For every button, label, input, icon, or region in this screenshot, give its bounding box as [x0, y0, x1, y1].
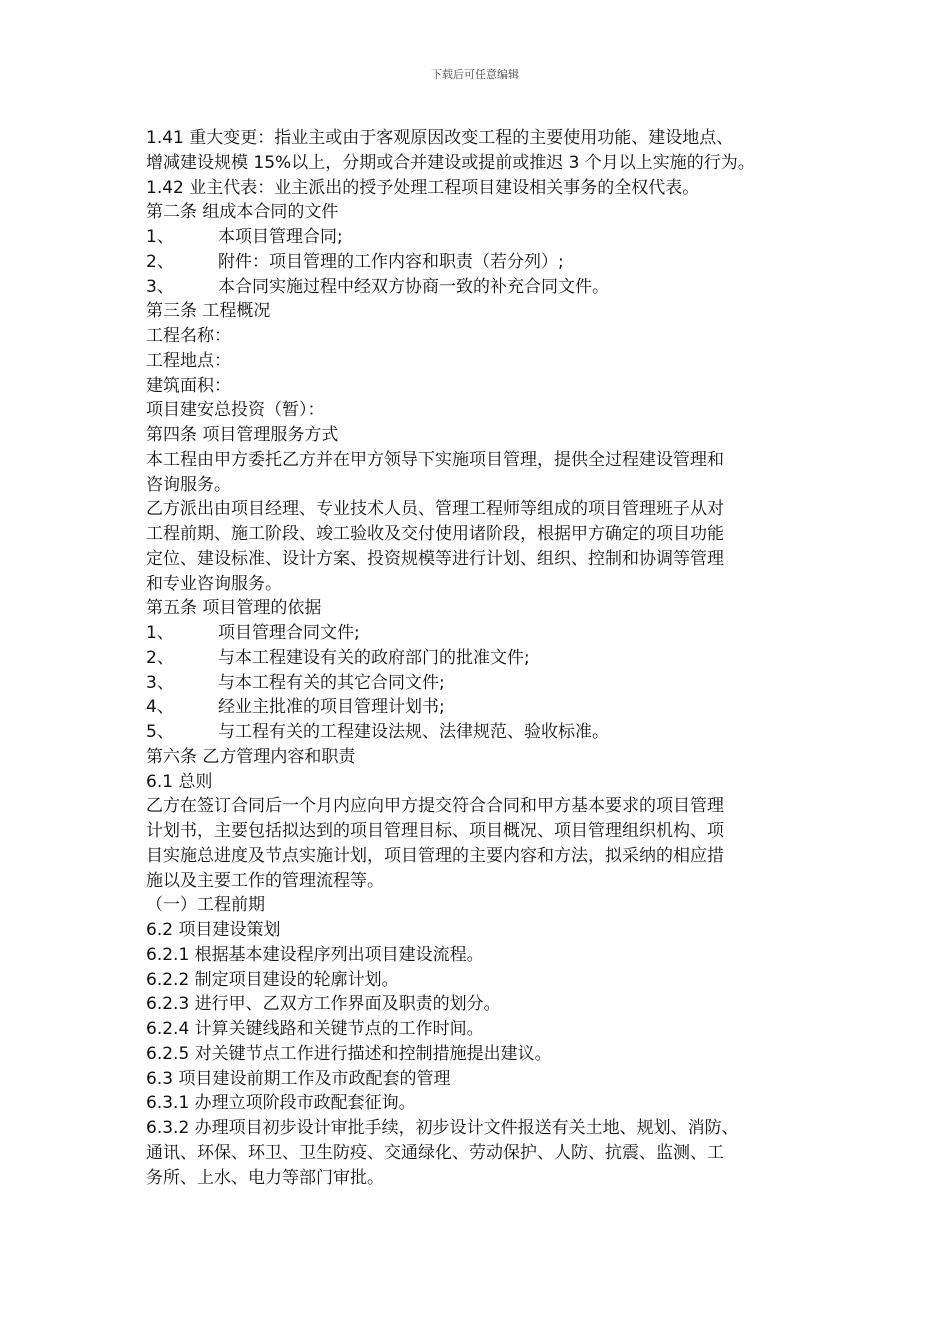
text-line: 务所、上水、电力等部门审批。 [146, 1167, 384, 1188]
text-line: 建筑面积： [146, 375, 231, 396]
text-line: 6.3.1 办理立项阶段市政配套征询。 [146, 1093, 416, 1114]
item-text: 本项目管理合同; [218, 227, 343, 247]
text-line: 本工程由甲方委托乙方并在甲方领导下实施项目管理，提供全过程建设管理和 [146, 449, 724, 470]
text-line: 6.2 项目建设策划 [146, 920, 281, 940]
text-line: 通讯、环保、环卫、卫生防疫、交通绿化、劳动保护、人防、抗震、监测、工 [146, 1142, 724, 1163]
text-line: 乙方派出由项目经理、专业技术人员、管理工程师等组成的项目管理班子从对 [146, 499, 724, 520]
text-line: 工程前期、施工阶段、竣工验收及交付使用诸阶段，根据甲方确定的项目功能 [146, 524, 724, 544]
text-line: 6.2.1 根据基本建设程序列出项目建设流程。 [146, 944, 484, 965]
text-line: 项目建安总投资（暂）： [146, 400, 325, 421]
text-line: 增减建设规模 15%以上，分期或合并建设或提前或推迟 3 个月以上实施的行为。 [146, 152, 755, 173]
text-line: 第二条 组成本合同的文件 [146, 202, 339, 223]
numbered-item [146, 621, 826, 646]
text-line: 6.2.2 制定项目建设的轮廓计划。 [146, 969, 399, 990]
text-line: 目实施总进度及节点实施计划，项目管理的主要内容和方法，拟采纳的相应措 [146, 845, 724, 866]
text-line: 乙方在签订合同后一个月内应向甲方提交符合合同和甲方基本要求的项目管理 [146, 796, 724, 817]
page-header: 下载后可任意编辑 [431, 68, 519, 81]
text-line: 1.41 重大变更：指业主或由于客观原因改变工程的主要使用功能、建设地点、 [146, 128, 734, 148]
text-line: 定位、建设标准、设计方案、投资规模等进行计划、组织、控制和协调等管理 [146, 548, 724, 569]
item-text: 本合同实施过程中经双方协商一致的补充合同文件。 [218, 276, 609, 297]
numbered-item [146, 225, 826, 250]
item-text: 经业主批准的项目管理计划书; [218, 697, 445, 718]
text-line: 第五条 项目管理的依据 [146, 598, 322, 619]
numbered-item [146, 720, 826, 745]
item-text: 与本工程建设有关的政府部门的批准文件; [218, 647, 530, 668]
item-number: 3、 [146, 672, 174, 693]
numbered-item [146, 671, 826, 696]
item-number: 2、 [146, 647, 174, 668]
item-number: 1、 [146, 623, 174, 643]
text-line: 6.3 项目建设前期工作及市政配套的管理 [146, 1068, 451, 1089]
numbered-item [146, 275, 826, 300]
item-text: 与工程有关的工程建设法规、法律规范、验收标准。 [218, 722, 609, 742]
numbered-item [146, 250, 826, 275]
text-line: 第三条 工程概况 [146, 301, 271, 322]
document-body [146, 126, 826, 1190]
item-number: 2、 [146, 251, 174, 272]
text-line: 施以及主要工作的管理流程等。 [146, 870, 384, 891]
text-line: 和专业咨询服务。 [146, 573, 282, 594]
text-line: 第四条 项目管理服务方式 [146, 425, 339, 445]
text-line: 6.2.4 计算关键线路和关键节点的工作时间。 [146, 1019, 484, 1039]
numbered-item [146, 646, 826, 671]
text-line: 工程地点： [146, 350, 231, 371]
item-text: 与本工程有关的其它合同文件; [218, 672, 445, 693]
item-text: 附件：项目管理的工作内容和职责（若分列）; [218, 251, 564, 272]
item-number: 4、 [146, 697, 174, 718]
text-line: 咨询服务。 [146, 474, 231, 495]
text-line: 第六条 乙方管理内容和职责 [146, 746, 356, 767]
item-text: 项目管理合同文件; [218, 623, 360, 643]
item-number: 1、 [146, 227, 174, 247]
item-number: 5、 [146, 722, 174, 742]
text-line: 6.1 总则 [146, 771, 213, 792]
text-line: 6.2.3 进行甲、乙双方工作界面及职责的划分。 [146, 994, 501, 1015]
text-line: （一）工程前期 [146, 895, 265, 916]
text-line: 6.3.2 办理项目初步设计审批手续，初步设计文件报送有关土地、规划、消防、 [146, 1118, 739, 1138]
text-line: 6.2.5 对关键节点工作进行描述和控制措施提出建议。 [146, 1043, 552, 1064]
text-line: 1.42 业主代表：业主派出的授予处理工程项目建设相关事务的全权代表。 [146, 177, 700, 198]
text-line: 计划书，主要包括拟达到的项目管理目标、项目概况、项目管理组织机构、项 [146, 821, 724, 841]
numbered-item [146, 695, 826, 720]
text-line: 工程名称： [146, 326, 231, 346]
item-number: 3、 [146, 276, 174, 297]
